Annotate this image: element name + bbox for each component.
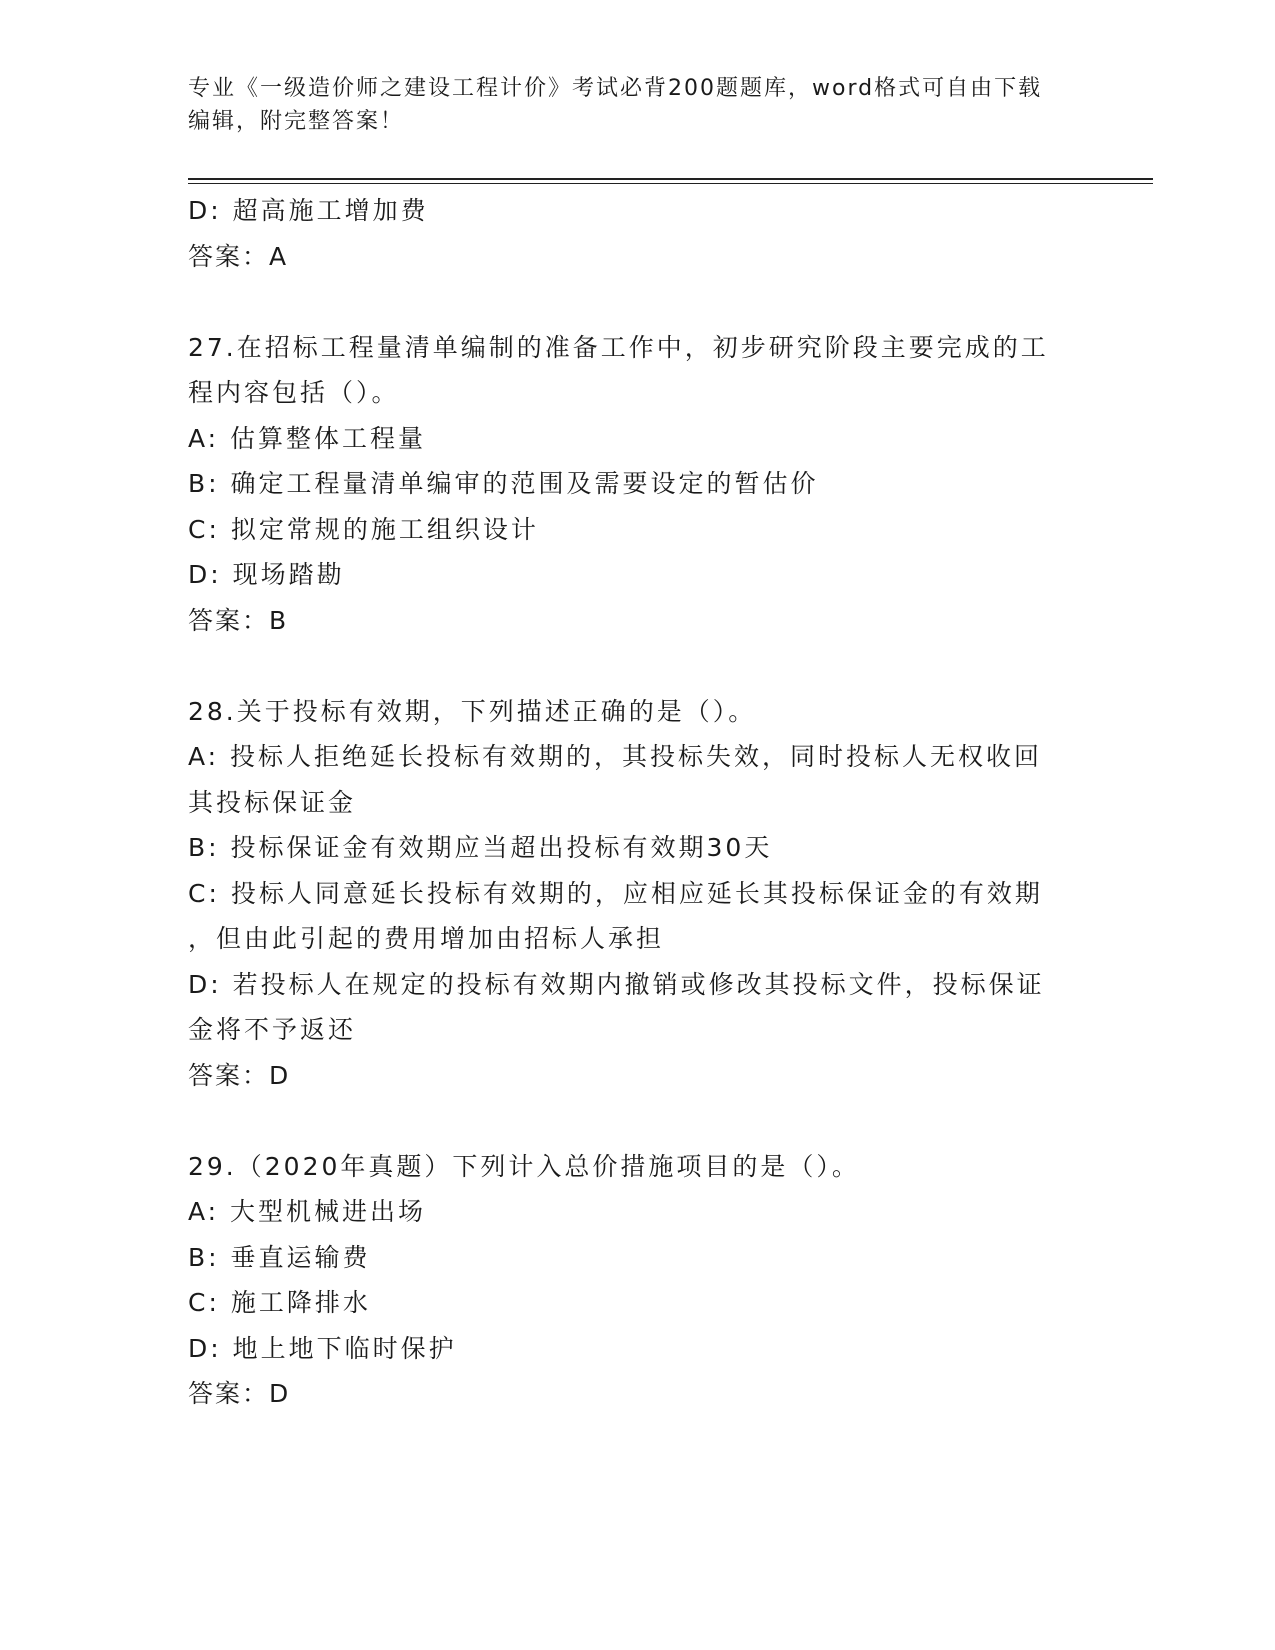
option-b: B: 垂直运输费 <box>188 1242 371 1272</box>
header-divider-thin <box>188 183 1153 184</box>
option-b: B: 投标保证金有效期应当超出投标有效期30天 <box>188 833 773 862</box>
option-c-continued: ，但由此引起的费用增加由招标人承担 <box>188 924 665 953</box>
document-header <box>188 72 1088 138</box>
answer-line: 答案：D <box>188 1060 291 1090</box>
header-line-1: 专业《一级造价师之建设工程计价》考试必背200题题库，word格式可自由下载 <box>188 76 1043 101</box>
option-a: A: 估算整体工程量 <box>188 423 427 453</box>
header-line-2: 编辑，附完整答案！ <box>188 109 405 134</box>
option-d: D: 若投标人在规定的投标有效期内撤销或修改其投标文件，投标保证 <box>188 969 1045 999</box>
answer-line: 答案：A <box>188 241 289 271</box>
question-block-27 <box>188 325 1088 644</box>
question-list <box>188 188 1088 1417</box>
option-d-continued: 金将不予返还 <box>188 1015 357 1044</box>
header-divider-thick <box>188 178 1153 180</box>
option-d: D: 超高施工增加费 <box>188 196 429 225</box>
option-c: C: 施工降排水 <box>188 1288 371 1317</box>
option-d: D: 地上地下临时保护 <box>188 1333 457 1363</box>
question-stem: 29.（2020年真题）下列计入总价措施项目的是（）。 <box>188 1151 860 1181</box>
option-a: A: 投标人拒绝延长投标有效期的，其投标失效，同时投标人无权收回 <box>188 742 1043 771</box>
option-c: C: 拟定常规的施工组织设计 <box>188 514 539 544</box>
option-c: C: 投标人同意延长投标有效期的，应相应延长其投标保证金的有效期 <box>188 878 1043 908</box>
question-stem: 27.在招标工程量清单编制的准备工作中，初步研究阶段主要完成的工 <box>188 332 1049 362</box>
answer-line: 答案：B <box>188 605 289 635</box>
answer-line: 答案：D <box>188 1379 291 1408</box>
question-stem: 28.关于投标有效期，下列描述正确的是（）。 <box>188 696 757 726</box>
question-block-29 <box>188 1144 1088 1417</box>
option-b: B: 确定工程量清单编审的范围及需要设定的暂估价 <box>188 469 819 498</box>
option-d: D: 现场踏勘 <box>188 560 345 589</box>
question-stem: 程内容包括（）。 <box>188 378 400 407</box>
option-a: A: 大型机械进出场 <box>188 1197 427 1226</box>
question-block-28 <box>188 689 1088 1099</box>
option-a-continued: 其投标保证金 <box>188 787 357 817</box>
